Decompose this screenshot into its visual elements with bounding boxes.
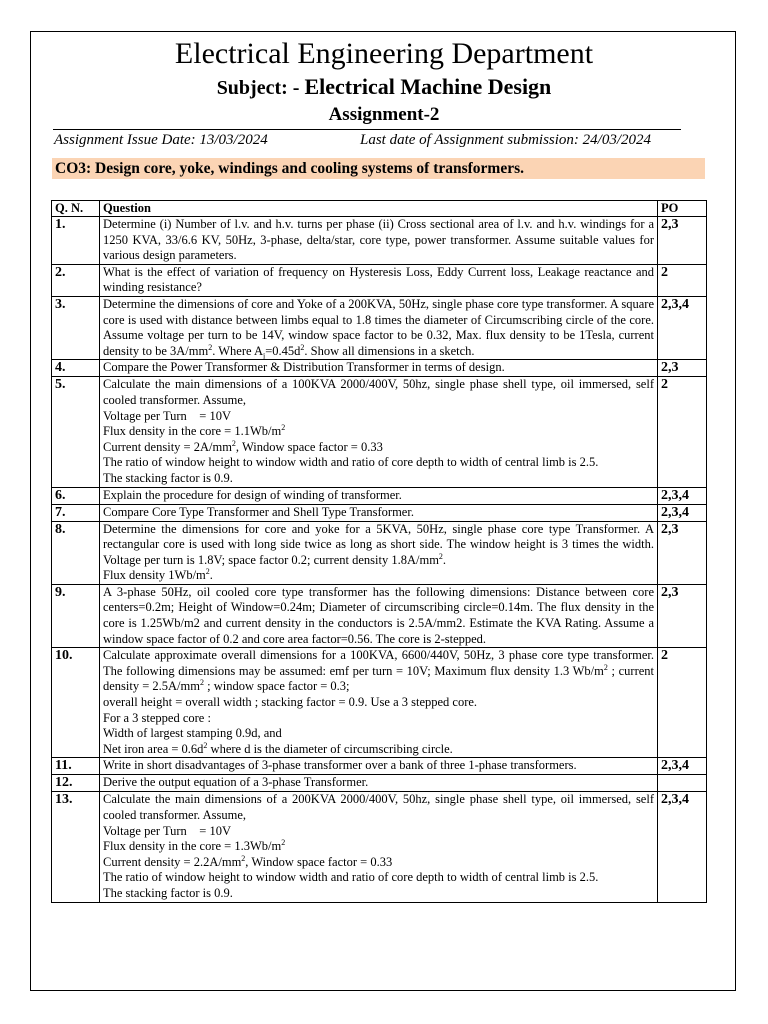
question-text: Calculate the main dimensions of a 100KVA 2000/400V, 50hz, single phase shell type, oil immersed, self cooled transformer. Assume, Voltage per Turn = 10V Flux density in the core = $1.1Wb/m^2$ Current density = $2A/mm^2$, Window space factor = 0.33 The ratio of window height to window width and ratio of core depth to width of central limb is 2.5. The stacking factor is 0.9.	[100, 377, 658, 487]
question-text: Calculate approximate overall dimensions for a 100KVA, 6600/440V, 50Hz, 3 phase core type transformer. The following dimensions may be assumed: emf per turn = 10V; Maximum flux density 1.3 $Wb/m^2$ ; current density = $2.5A/mm^2$ ; window space factor = 0.3; overall height = overall width ; stacking factor = 0.9. Use a 3 stepped core. For a 3 stepped core : Width of largest stamping 0.9d, and Net iron area = $0.6d^2$ where d is the diameter of circumscribing circle.	[100, 648, 658, 758]
table-row	[52, 792, 707, 902]
po-value: 2,3,4	[658, 504, 707, 521]
table-row	[52, 648, 707, 758]
assignment-title: Assignment-2	[328, 104, 440, 125]
question-number: 11.	[52, 758, 100, 775]
header-qn: Q. N.	[52, 201, 100, 217]
table-row	[52, 264, 707, 296]
table-row	[52, 360, 707, 377]
question-number: 10.	[52, 648, 100, 758]
question-number: 4.	[52, 360, 100, 377]
question-text: Determine the dimensions of core and Yoke of a 200KVA, 50Hz, single phase core type transformer. A square core is used with distance between limbs equal to 1.8 times the diameter of Circumscribing circle of the core. Assume voltage per turn to be 14V, window space factor to be 0.32, Max. flux density to be 1Tesla, current density to be $3A/mm^2$. Where $A_i=0.45d^2$. Show all dimensions in a sketch.	[100, 296, 658, 359]
question-text: What is the effect of variation of frequency on Hysteresis Loss, Eddy Current loss, Leakage reactance and winding resistance?	[100, 264, 658, 296]
table-row	[52, 377, 707, 487]
question-text: Calculate the main dimensions of a 200KVA 2000/400V, 50hz, single phase shell type, oil immersed, self cooled transformer. Assume, Voltage per Turn = 10V Flux density in the core = $1.3Wb/m^2$ Current density = $2.2A/mm^2$, Window space factor = 0.33 The ratio of window height to window width and ratio of core depth to width of central limb is 2.5. The stacking factor is 0.9.	[100, 792, 658, 902]
question-number: 9.	[52, 584, 100, 647]
table-row	[52, 758, 707, 775]
subject-line	[0, 74, 768, 101]
table-row	[52, 487, 707, 504]
questions-table	[51, 200, 707, 903]
po-value: 2,3	[658, 217, 707, 265]
po-value: 2,3	[658, 360, 707, 377]
subject-prefix: Subject: -	[216, 77, 305, 99]
table-row	[52, 584, 707, 647]
question-number: 13.	[52, 792, 100, 902]
question-text: Determine the dimensions for core and yoke for a 5KVA, 50Hz, single phase core type Transformer. A rectangular core is used with long side twice as long as short side. The window height is 3 times the width. Voltage per turn is 1.8V; space factor 0.2; current density $1.8A/mm^2$. Flux density $1Wb/m^2$.	[100, 521, 658, 584]
po-value: 2,3,4	[658, 758, 707, 775]
po-value: 2	[658, 264, 707, 296]
table-row	[52, 504, 707, 521]
po-value: 2	[658, 377, 707, 487]
header-question: Question	[100, 201, 658, 217]
po-value: 2	[658, 648, 707, 758]
question-number: 2.	[52, 264, 100, 296]
department-title: Electrical Engineering Department	[174, 37, 594, 70]
question-number: 1.	[52, 217, 100, 265]
issue-date: Assignment Issue Date: 13/03/2024	[54, 132, 268, 148]
po-value: 2,3,4	[658, 296, 707, 359]
table-row	[52, 775, 707, 792]
question-text: Derive the output equation of a 3-phase Transformer.	[100, 775, 658, 792]
question-number: 6.	[52, 487, 100, 504]
table-row	[52, 296, 707, 359]
table-header-row	[52, 201, 707, 217]
question-number: 3.	[52, 296, 100, 359]
header-po: PO	[658, 201, 707, 217]
question-text: Determine (i) Number of l.v. and h.v. turns per phase (ii) Cross sectional area of l.v. and h.v. windings for a 1250 KVA, 33/6.6 KV, 50Hz, 3-phase, delta/star, core type, power transformer. Assume suitable values for various design parameters.	[100, 217, 658, 265]
course-outcome-banner: CO3: Design core, yoke, windings and cooling systems of transformers.	[52, 158, 705, 179]
po-value	[658, 775, 707, 792]
question-number: 7.	[52, 504, 100, 521]
po-value: 2,3,4	[658, 792, 707, 902]
question-number: 8.	[52, 521, 100, 584]
question-text: Compare the Power Transformer & Distribution Transformer in terms of design.	[100, 360, 658, 377]
question-number: 12.	[52, 775, 100, 792]
question-text: Explain the procedure for design of winding of transformer.	[100, 487, 658, 504]
po-value: 2,3,4	[658, 487, 707, 504]
subject-name: Electrical Machine Design	[304, 74, 552, 99]
po-value: 2,3	[658, 521, 707, 584]
table-row	[52, 217, 707, 265]
question-text: Write in short disadvantages of 3-phase transformer over a bank of three 1-phase transformers.	[100, 758, 658, 775]
question-text: Compare Core Type Transformer and Shell Type Transformer.	[100, 504, 658, 521]
date-row	[53, 129, 681, 152]
question-number: 5.	[52, 377, 100, 487]
table-row	[52, 521, 707, 584]
submission-date: Last date of Assignment submission: 24/03/2024	[360, 132, 651, 148]
question-text: A 3-phase 50Hz, oil cooled core type transformer has the following dimensions: Distance between core centers=0.2m; Height of Window=0.24m; Diameter of circumscribing circle=0.14m. The flux density in the core is 1.25Wb/m2 and current density in the conductors is 2.5A/mm2. Estimate the KVA Rating. Assume a window space factor of 0.2 and core area factor=0.56. The core is 2-stepped.	[100, 584, 658, 647]
po-value: 2,3	[658, 584, 707, 647]
